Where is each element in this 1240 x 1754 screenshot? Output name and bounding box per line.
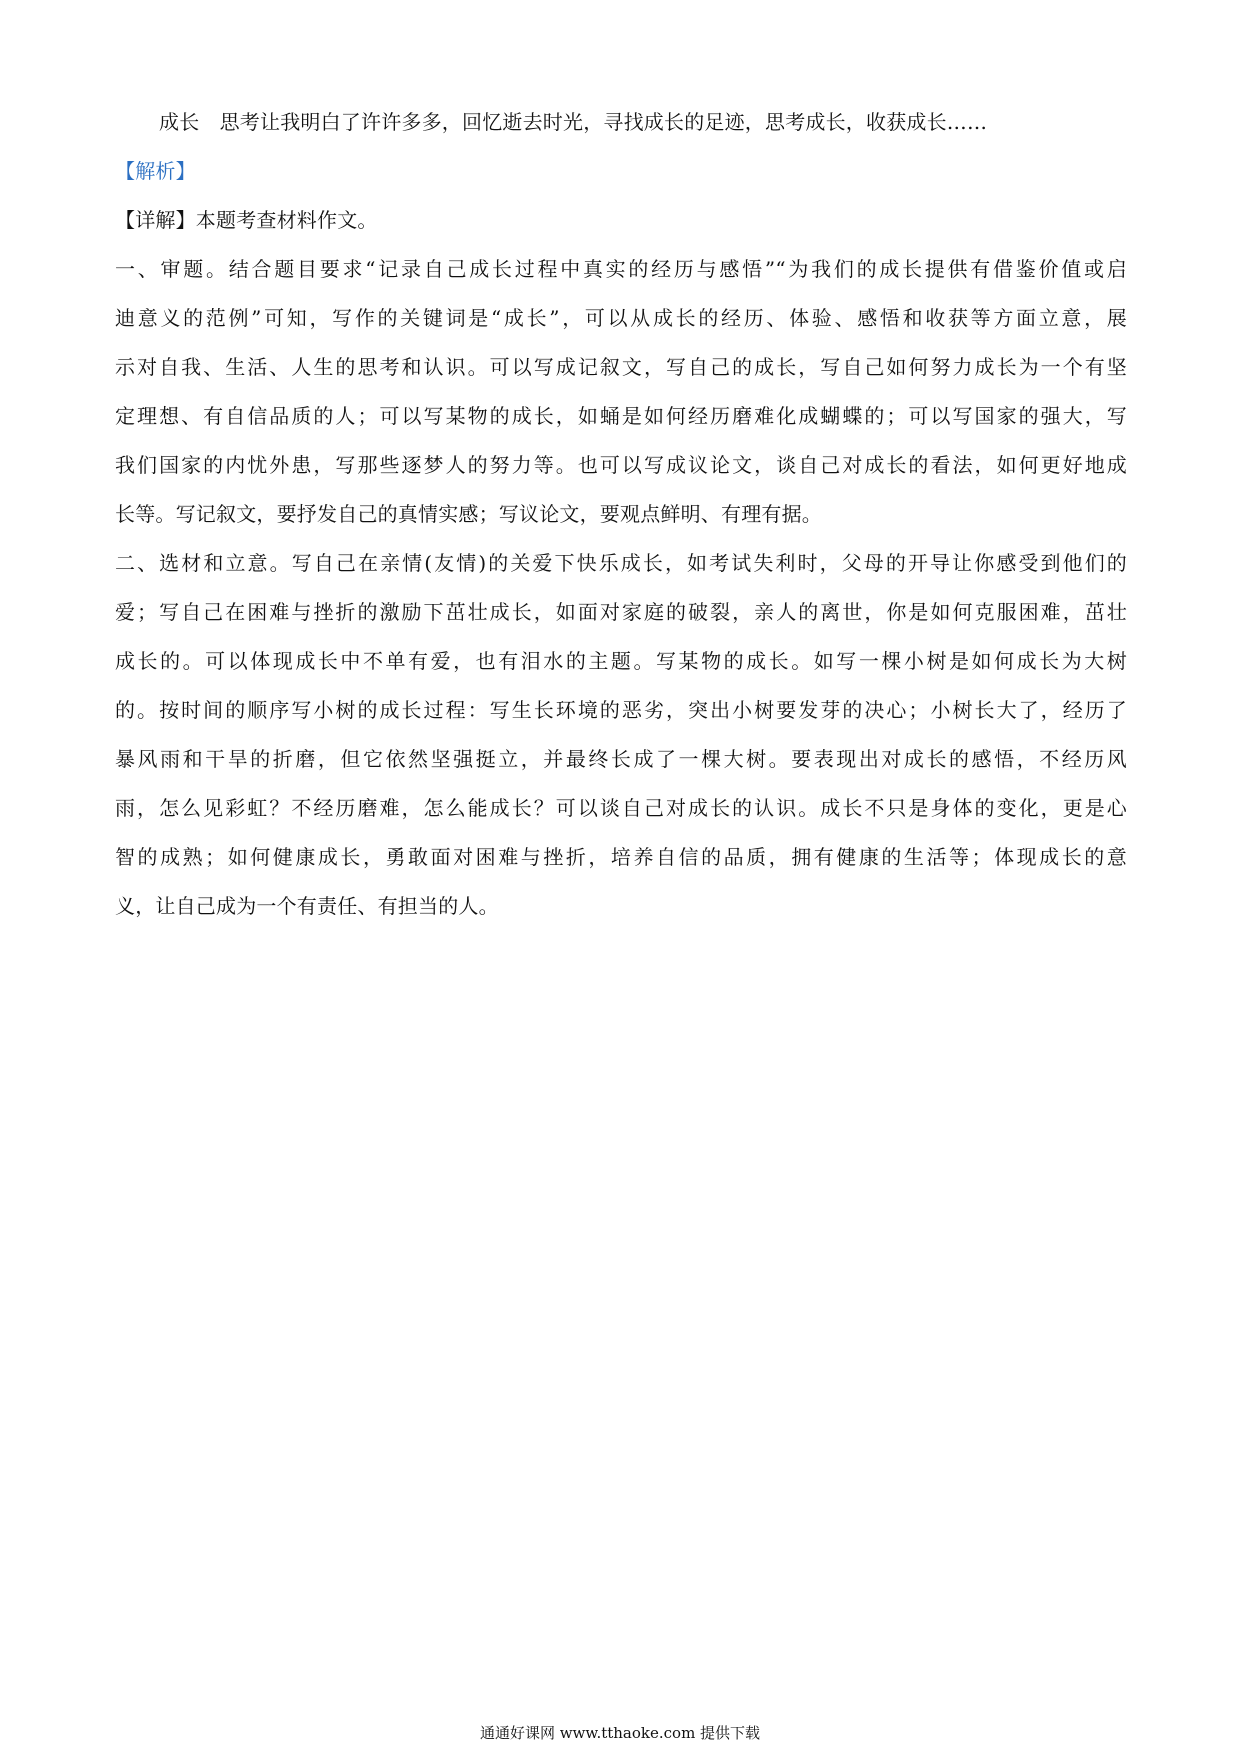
section-one-line: 示对自我、生活、人生的思考和认识。可以写成记叙文，写自己的成长，写自己如何努力成长为一个有坚 <box>115 355 1127 379</box>
detail-line: 【详解】本题考查材料作文。 <box>115 208 378 232</box>
document-body <box>115 98 1127 931</box>
section-one-line: 迪意义的范例”可知，写作的关键词是“成长”，可以从成长的经历、体验、感悟和收获等方面立意，展 <box>115 306 1127 330</box>
section-one-line: 长等。写记叙文，要抒发自己的真情实感；写议论文，要观点鲜明、有理有据。 <box>115 502 822 526</box>
section-two <box>115 539 1127 931</box>
page-footer: 通通好课网 www.tthaoke.com 提供下载 <box>479 1724 761 1742</box>
section-one <box>115 245 1127 539</box>
section-two-line: 二、选材和立意。写自己在亲情(友情)的关爱下快乐成长，如考试失利时，父母的开导让你感受到他们的 <box>115 551 1127 575</box>
section-two-line: 雨，怎么见彩虹？不经历磨难，怎么能成长？可以谈自己对成长的认识。成长不只是身体的变化，更是心 <box>115 796 1127 820</box>
section-one-line: 一、审题。结合题目要求“记录自己成长过程中真实的经历与感悟”“为我们的成长提供有借鉴价值或启 <box>115 257 1127 281</box>
section-two-line: 成长的。可以体现成长中不单有爱，也有泪水的主题。写某物的成长。如写一棵小树是如何成长为大树 <box>115 649 1127 673</box>
analysis-label: 【解析】 <box>115 159 196 183</box>
intro-line: 成长 思考让我明白了许许多多，回忆逝去时光，寻找成长的足迹，思考成长，收获成长…… <box>159 110 988 134</box>
section-two-line: 的。按时间的顺序写小树的成长过程：写生长环境的恶劣，突出小树要发芽的决心；小树长大了，经历了 <box>115 698 1127 722</box>
section-two-line: 智的成熟；如何健康成长，勇敢面对困难与挫折，培养自信的品质，拥有健康的生活等；体现成长的意 <box>115 845 1127 869</box>
section-two-line: 爱；写自己在困难与挫折的激励下茁壮成长，如面对家庭的破裂，亲人的离世，你是如何克服困难，茁壮 <box>115 600 1127 624</box>
section-two-line: 暴风雨和干旱的折磨，但它依然坚强挺立，并最终长成了一棵大树。要表现出对成长的感悟，不经历风 <box>115 747 1127 771</box>
section-two-line: 义，让自己成为一个有责任、有担当的人。 <box>115 894 499 918</box>
section-one-line: 我们国家的内忧外患，写那些逐梦人的努力等。也可以写成议论文，谈自己对成长的看法，如何更好地成 <box>115 453 1127 477</box>
section-one-line: 定理想、有自信品质的人；可以写某物的成长，如蛹是如何经历磨难化成蝴蝶的；可以写国家的强大，写 <box>115 404 1127 428</box>
